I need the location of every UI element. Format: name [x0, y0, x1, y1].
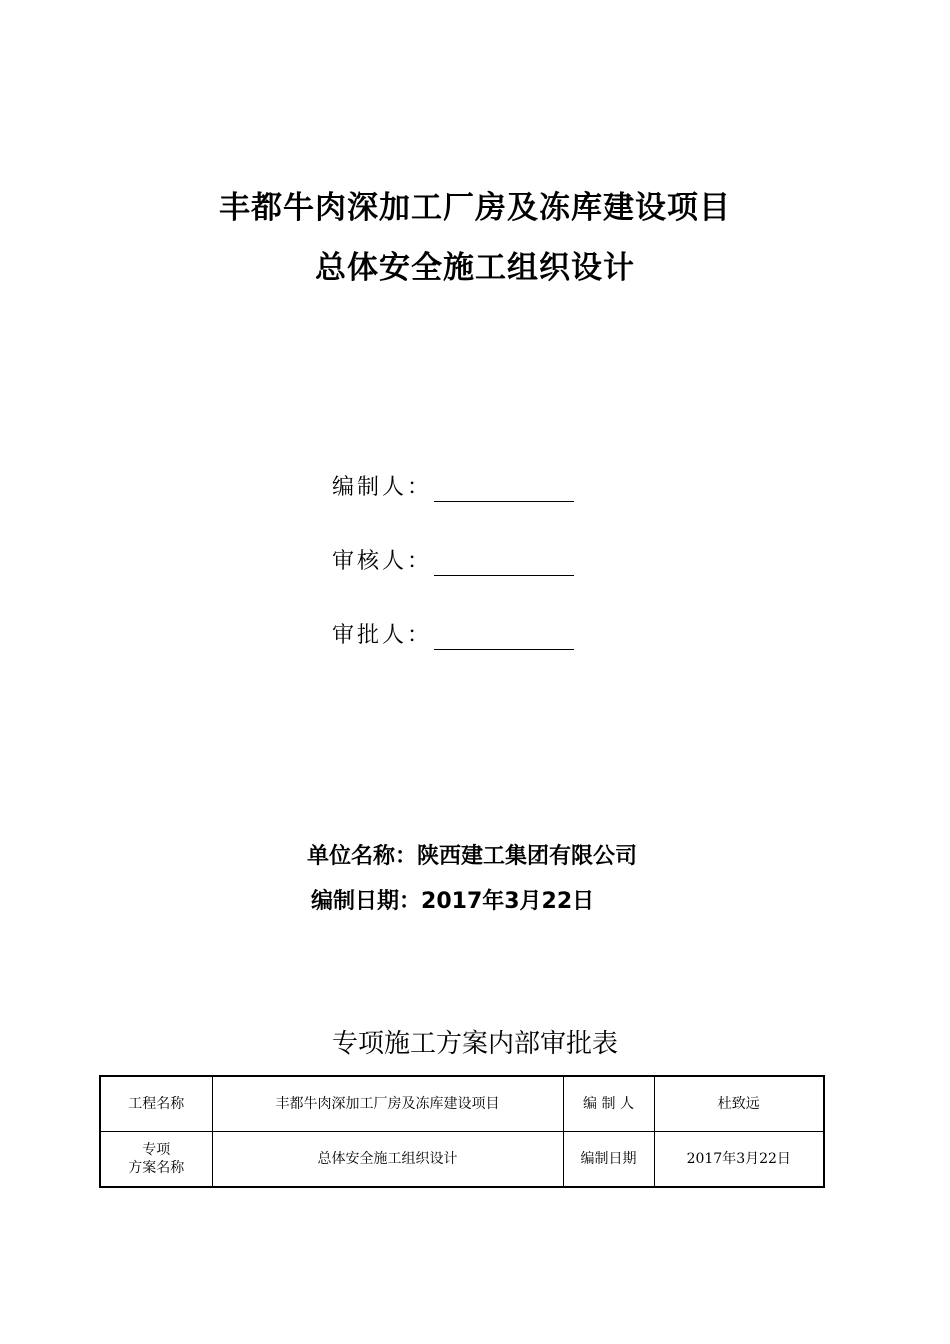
- compiler-signature-line: [434, 477, 574, 502]
- organization-value: 陕西建工集团有限公司: [417, 844, 638, 869]
- project-name-label: 工程名称: [100, 1076, 212, 1132]
- compile-date-label: 编制日期：: [311, 889, 422, 914]
- approver-signature-line: [434, 625, 574, 650]
- organization-label: 单位名称：: [307, 844, 418, 869]
- reviewer-signature-line: [434, 551, 574, 576]
- table-row: [100, 1076, 824, 1132]
- table-row: [100, 1132, 824, 1188]
- document-title-line-1: 丰都牛肉深加工厂房及冻库建设项目: [219, 190, 731, 226]
- compiler-name-value: 杜致远: [654, 1076, 824, 1132]
- approver-signature-row: [332, 616, 574, 650]
- plan-name-value: 总体安全施工组织设计: [212, 1132, 563, 1188]
- approval-table-title: 专项施工方案内部审批表: [331, 1029, 618, 1059]
- organization-line: [307, 842, 637, 872]
- compiler-signature-row: [332, 468, 574, 502]
- compiler-header-label: 编 制 人: [563, 1076, 654, 1132]
- compile-date-cell-value: 2017年3月22日: [654, 1132, 824, 1188]
- approver-label: 审批人：: [332, 623, 433, 648]
- plan-name-label: [100, 1132, 212, 1188]
- approval-table: [99, 1075, 825, 1188]
- compiler-label: 编制人：: [332, 475, 433, 500]
- compile-date-line: [311, 887, 594, 917]
- compile-date-value: 2017年3月22日: [421, 889, 595, 914]
- reviewer-signature-row: [332, 542, 574, 576]
- compile-date-header-label: 编制日期: [563, 1132, 654, 1188]
- plan-name-label-line-2: 方案名称: [128, 1160, 185, 1176]
- plan-name-label-line-1: 专项: [142, 1142, 171, 1158]
- project-name-value: 丰都牛肉深加工厂房及冻库建设项目: [212, 1076, 563, 1132]
- reviewer-label: 审核人：: [332, 549, 433, 574]
- document-title-line-2: 总体安全施工组织设计: [315, 250, 635, 286]
